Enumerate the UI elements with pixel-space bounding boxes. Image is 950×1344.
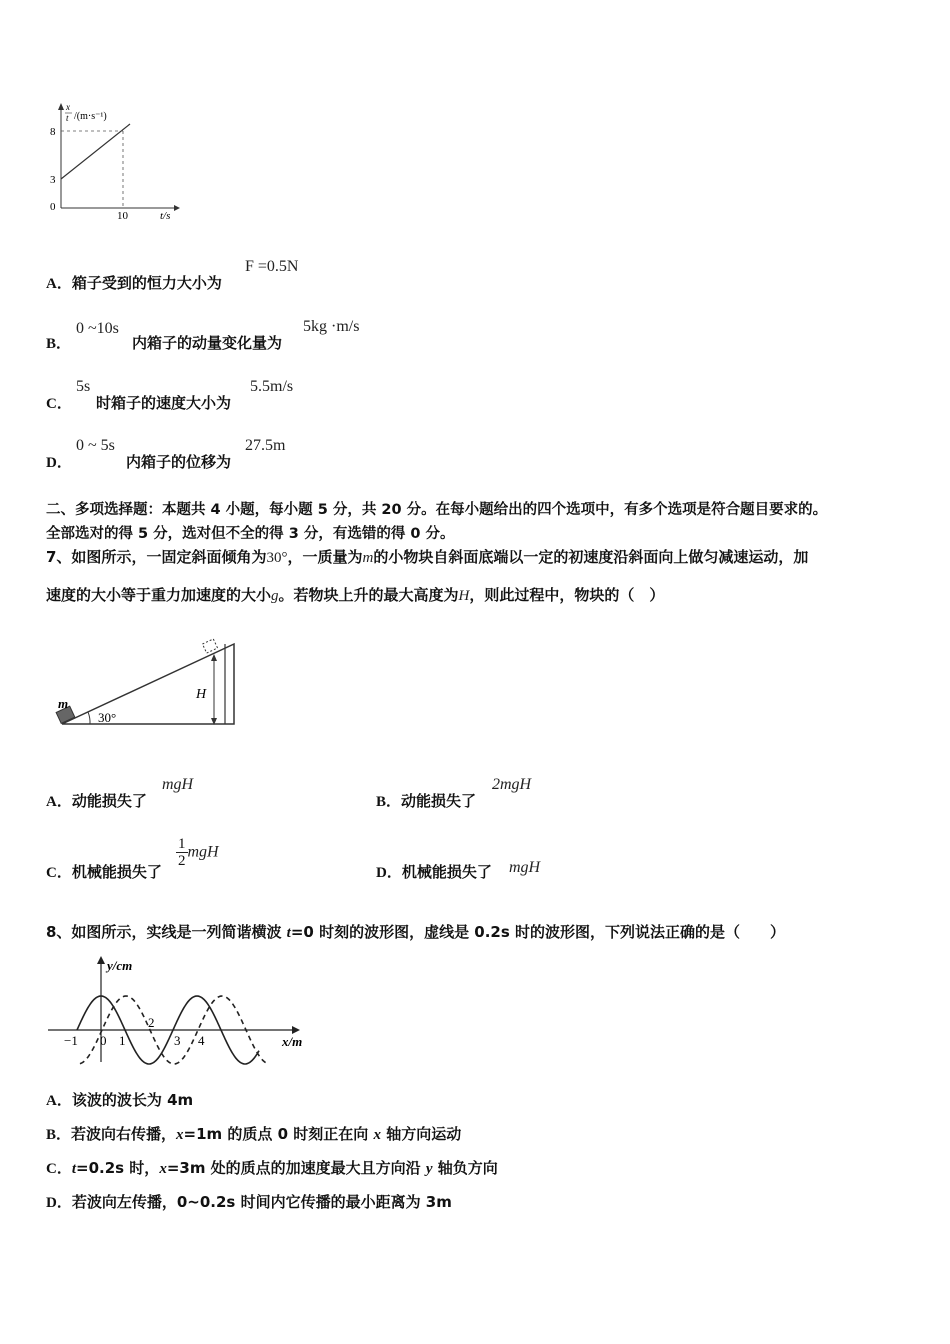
incline-figure: [50, 632, 250, 732]
incline-triangle: [62, 644, 234, 724]
block-at-top: [202, 639, 217, 653]
q6-option-b-text: 内箱子的动量变化量为: [132, 334, 283, 352]
wave-tick-2: 2: [148, 1015, 155, 1030]
q6-option-c-math-after: 5.5m/s: [250, 378, 294, 395]
q6-option-d-text: 内箱子的位移为: [126, 453, 232, 471]
mass-label: m: [58, 696, 69, 711]
q6-option-b: B．: [46, 336, 72, 352]
q8-stem: 8、如图所示，实线是一列简谐横波 t=0 时刻的波形图，虚线是 0.2s 时的波形图，下列说法正确的是（ ）: [46, 923, 786, 941]
wave-tick-neg1: −1: [64, 1033, 78, 1048]
q6-option-b-math-after: 5kg ·m/s: [303, 318, 360, 335]
wave-y-label: y/cm: [107, 958, 133, 973]
q7-option-d: D．机械能损失了: [376, 863, 492, 881]
q6-option-c-math-before: 5s: [76, 378, 91, 395]
q7-option-a: A．动能损失了: [46, 792, 147, 810]
q7-option-d-math: mgH: [509, 859, 541, 876]
velocity-time-graph: [44, 100, 194, 225]
graph1-origin: 0: [50, 201, 56, 213]
angle-label: 30°: [98, 710, 117, 725]
graph1-line: [61, 124, 130, 179]
graph1-tick-3: 3: [50, 174, 56, 186]
graph1-x-label: t/s: [160, 210, 171, 222]
q7-stem-line2: 速度的大小等于重力加速度的大小g。若物块上升的最大高度为H，则此过程中，物块的（ ）: [46, 586, 665, 604]
q7-option-a-math: mgH: [162, 776, 194, 793]
graph1-y-label: /(m·s⁻¹): [74, 111, 107, 122]
wave-figure: [44, 952, 324, 1067]
graph1-x-arrow: [174, 205, 180, 211]
q7-option-b: B．动能损失了: [376, 792, 477, 810]
q8-option-b: B．若波向右传播，x=1m 的质点 0 时刻正在向 x 轴方向运动: [46, 1125, 462, 1143]
q7-option-c-math: $\frac{1}{2}$ mgH: [178, 836, 219, 869]
q7-option-c: C．机械能损失了: [46, 863, 162, 881]
section2-heading-line1: 二、多项选择题：本题共 4 小题，每小题 5 分，共 20 分。在每小题给出的四个选项中，有多个选项是符合题目要求的。: [46, 502, 828, 518]
q6-option-d-math-before: 0 ~ 5s: [76, 437, 115, 454]
q7-option-c-fraction: $\frac{1}{2}$: [178, 836, 186, 869]
graph1-y-arrow: [58, 103, 64, 110]
q6-option-a: A．箱子受到的恒力大小为: [46, 274, 222, 292]
q7-stem-line1: 7、如图所示，一固定斜面倾角为30°，一质量为m的小物块自斜面底端以一定的初速度沿斜面向上做匀减速运动，加: [46, 548, 809, 566]
q6-option-c: C．: [46, 396, 72, 412]
graph1-y-frac-num: x: [66, 102, 70, 112]
q6-option-d: D．: [46, 455, 72, 471]
q8-option-a: A．该波的波长为 4m: [46, 1091, 194, 1109]
graph1-tick-10: 10: [117, 210, 128, 222]
wave-tick-1: 1: [119, 1033, 126, 1048]
wave-tick-3: 3: [174, 1033, 181, 1048]
q8-option-d: D．若波向左传播，0~0.2s 时间内它传播的最小距离为 3m: [46, 1193, 452, 1211]
wave-tick-0: 0: [100, 1033, 107, 1048]
q6-option-c-text: 时箱子的速度大小为: [96, 394, 232, 412]
q6-option-a-math: F =0.5N: [245, 258, 299, 275]
section2-heading-line2: 全部选对的得 5 分，选对但不全的得 3 分，有选错的得 0 分。: [46, 526, 455, 542]
q6-option-d-math-after: 27.5m: [245, 437, 286, 454]
wave-tick-4: 4: [198, 1033, 205, 1048]
graph1-y-frac-den: t: [66, 113, 69, 123]
height-label: H: [196, 687, 207, 702]
q7-option-b-math: 2mgH: [492, 776, 532, 793]
wave-x-label: x/m: [282, 1034, 303, 1049]
graph1-tick-8: 8: [50, 126, 56, 138]
q8-option-c: C．t=0.2s 时，x=3m 处的质点的加速度最大且方向沿 y 轴负方向: [46, 1159, 498, 1177]
q6-option-b-math-before: 0 ~10s: [76, 320, 119, 337]
